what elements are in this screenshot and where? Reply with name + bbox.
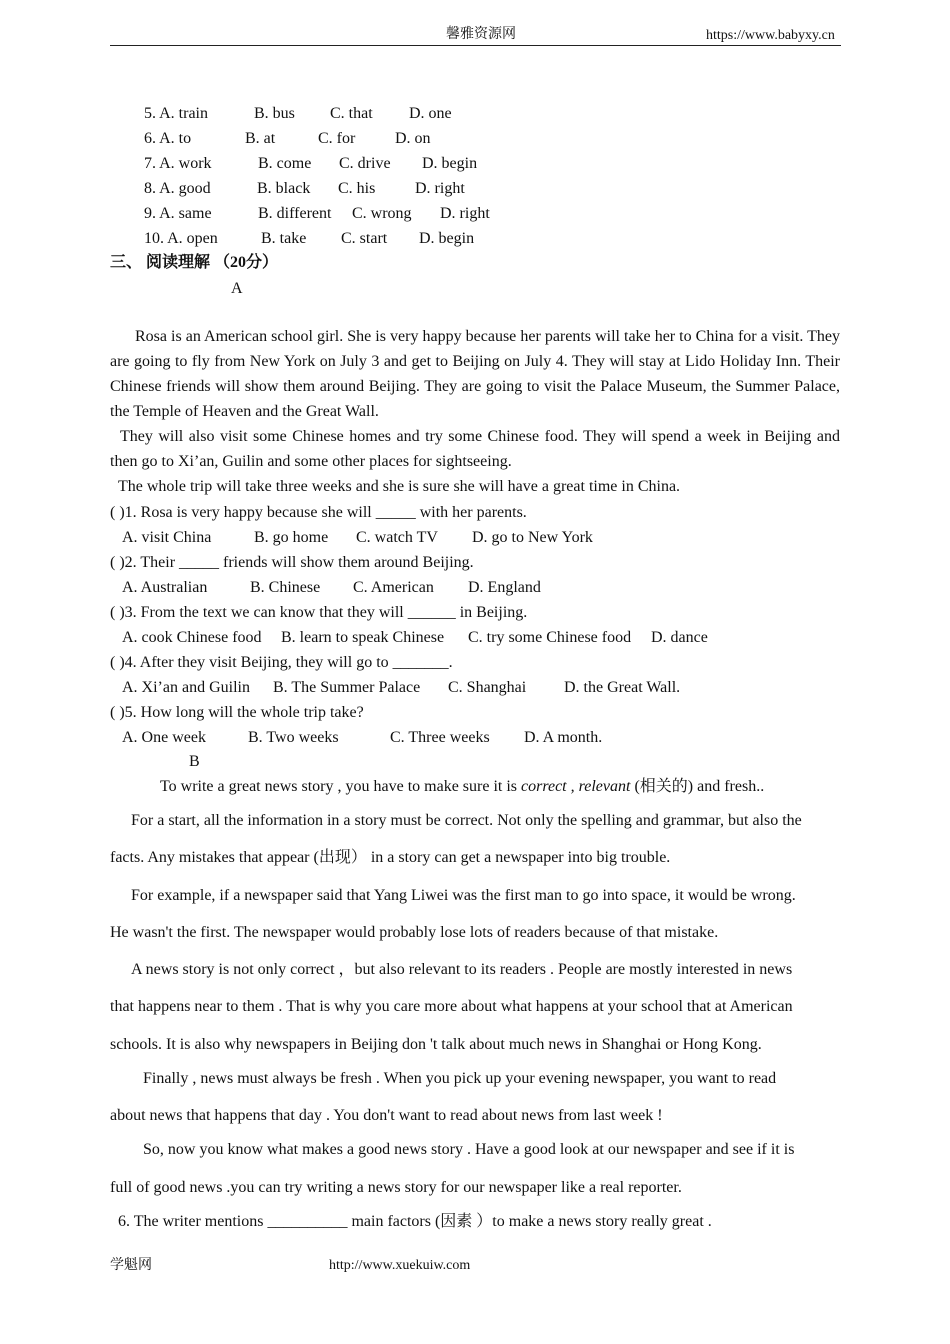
cloze-10-b: B. take xyxy=(261,230,307,247)
question-3: ( )3. From the text we can know that they will ______ in Beijing. xyxy=(110,604,528,621)
cloze-7-c: C. drive xyxy=(339,155,391,172)
cloze-8-b: B. black xyxy=(257,180,311,197)
q5-option-a: A. One week xyxy=(122,729,206,746)
cloze-9-c: C. wrong xyxy=(352,205,412,222)
cloze-10-a: 10. A. open xyxy=(144,230,218,247)
passage-a-label: A xyxy=(231,280,243,297)
q5-option-b: B. Two weeks xyxy=(248,729,339,746)
question-5: ( )5. How long will the whole trip take? xyxy=(110,704,364,721)
q1-option-d: D. go to New York xyxy=(472,529,593,546)
cloze-9-a: 9. A. same xyxy=(144,205,212,222)
cloze-9-b: B. different xyxy=(258,205,332,222)
intro-text-pre: To write a great news story , you have to make sure it is xyxy=(160,778,522,795)
cloze-5-c: C. that xyxy=(330,105,373,122)
q2-option-d: D. England xyxy=(468,579,541,596)
cloze-10-d: D. begin xyxy=(419,230,475,247)
q2-option-c: C. American xyxy=(353,579,434,596)
cloze-6-c: C. for xyxy=(318,130,356,147)
q3-option-d: D. dance xyxy=(651,629,708,646)
cloze-6-a: 6. A. to xyxy=(144,130,192,147)
passage-a-paragraph-3: The whole trip will take three weeks and she is sure she will have a great time in China. xyxy=(118,478,681,495)
q3-option-b: B. learn to speak Chinese xyxy=(281,629,445,646)
cloze-9-d: D. right xyxy=(440,205,490,222)
passage-b-label: B xyxy=(189,753,200,770)
q2-option-b: B. Chinese xyxy=(250,579,321,596)
cloze-8-c: C. his xyxy=(338,180,376,197)
passage-b-line-6: that happens near to them . That is why you care more about what happens at your school that at American xyxy=(110,998,793,1015)
passage-b-line-7: schools. It is also why newspapers in Beijing don 't talk about much news in Shanghai or Hong Kong. xyxy=(110,1036,762,1053)
q4-option-d: D. the Great Wall. xyxy=(564,679,681,696)
q1-option-a: A. visit China xyxy=(122,529,212,546)
footer-site-name: 学魁网 xyxy=(110,1258,152,1273)
cloze-7-d: D. begin xyxy=(422,155,478,172)
passage-b-line-9: about news that happens that day . You don't want to read about news from last week ! xyxy=(110,1107,663,1124)
passage-b-line-3: For example, if a newspaper said that Yang Liwei was the first man to go into space, it would be wrong. xyxy=(131,887,796,904)
intro-italic-terms: correct , relevant xyxy=(521,778,631,795)
q3-option-a: A. cook Chinese food xyxy=(122,629,262,646)
cloze-7-a: 7. A. work xyxy=(144,155,212,172)
cloze-10-c: C. start xyxy=(341,230,388,247)
question-2: ( )2. Their _____ friends will show them around Beijing. xyxy=(110,554,474,571)
passage-b-line-1: For a start, all the information in a story must be correct. Not only the spelling and grammar, but also the xyxy=(131,812,802,829)
passage-b-line-4: He wasn't the first. The newspaper would probably lose lots of readers because of that mistake. xyxy=(110,924,719,941)
cloze-5-b: B. bus xyxy=(254,105,295,122)
cloze-8-d: D. right xyxy=(415,180,465,197)
cloze-5-d: D. one xyxy=(409,105,452,122)
cloze-5-a: 5. A. train xyxy=(144,105,208,122)
cloze-6-b: B. at xyxy=(245,130,276,147)
header-divider xyxy=(110,45,841,46)
question-6: 6. The writer mentions __________ main factors (因素 ）to make a news story really great . xyxy=(118,1213,712,1230)
passage-b-intro xyxy=(160,777,764,796)
q2-option-a: A. Australian xyxy=(122,579,208,596)
intro-text-post: (相关的) and fresh.. xyxy=(630,778,765,795)
q5-option-d: D. A month. xyxy=(524,729,603,746)
passage-a-paragraph-2: They will also visit some Chinese homes and try some Chinese food. They will spend a week in Beijing and then go to Xi’an, Guilin and some other places for sightseeing. xyxy=(110,428,840,470)
cloze-8-a: 8. A. good xyxy=(144,180,211,197)
question-4: ( )4. After they visit Beijing, they will go to _______. xyxy=(110,654,453,671)
passage-b-line-10: So, now you know what makes a good news story . Have a good look at our newspaper and see if it is xyxy=(143,1141,795,1158)
header-url[interactable]: https://www.babyxy.cn xyxy=(706,28,835,43)
section-heading: 三、 阅读理解 （20分） xyxy=(110,254,279,271)
passage-b-line-5: A news story is not only correct ，but also relevant to its readers . People are mostly interested in news xyxy=(131,961,793,978)
q5-option-c: C. Three weeks xyxy=(390,729,490,746)
passage-b-line-2: facts. Any mistakes that appear (出现） in a story can get a newspaper into big trouble. xyxy=(110,849,671,866)
passage-a-paragraph-1: Rosa is an American school girl. She is very happy because her parents will take her to China for a visit. They are going to fly from New York on July 3 and get to Beijing on July 4. They will stay at Lido Holiday Inn. Their Chinese friends will show them around Beijing. They are going to visit the Palace Museum, the Summer Palace, the Temple of Heaven and the Great Wall. xyxy=(110,328,840,420)
q3-option-c: C. try some Chinese food xyxy=(468,629,632,646)
passage-b-line-8: Finally , news must always be fresh . When you pick up your evening newspaper, you want to read xyxy=(143,1070,777,1087)
question-1: ( )1. Rosa is very happy because she will _____ with her parents. xyxy=(110,504,527,521)
cloze-6-d: D. on xyxy=(395,130,431,147)
footer-url[interactable]: http://www.xuekuiw.com xyxy=(329,1258,471,1273)
q1-option-b: B. go home xyxy=(254,529,329,546)
header-site-name: 馨雅资源网 xyxy=(446,27,516,42)
q1-option-c: C. watch TV xyxy=(356,529,438,546)
cloze-7-b: B. come xyxy=(258,155,312,172)
q4-option-b: B. The Summer Palace xyxy=(273,679,421,696)
passage-b-line-11: full of good news .you can try writing a news story for our newspaper like a real reporter. xyxy=(110,1179,682,1196)
q4-option-c: C. Shanghai xyxy=(448,679,527,696)
q4-option-a: A. Xi’an and Guilin xyxy=(122,679,250,696)
